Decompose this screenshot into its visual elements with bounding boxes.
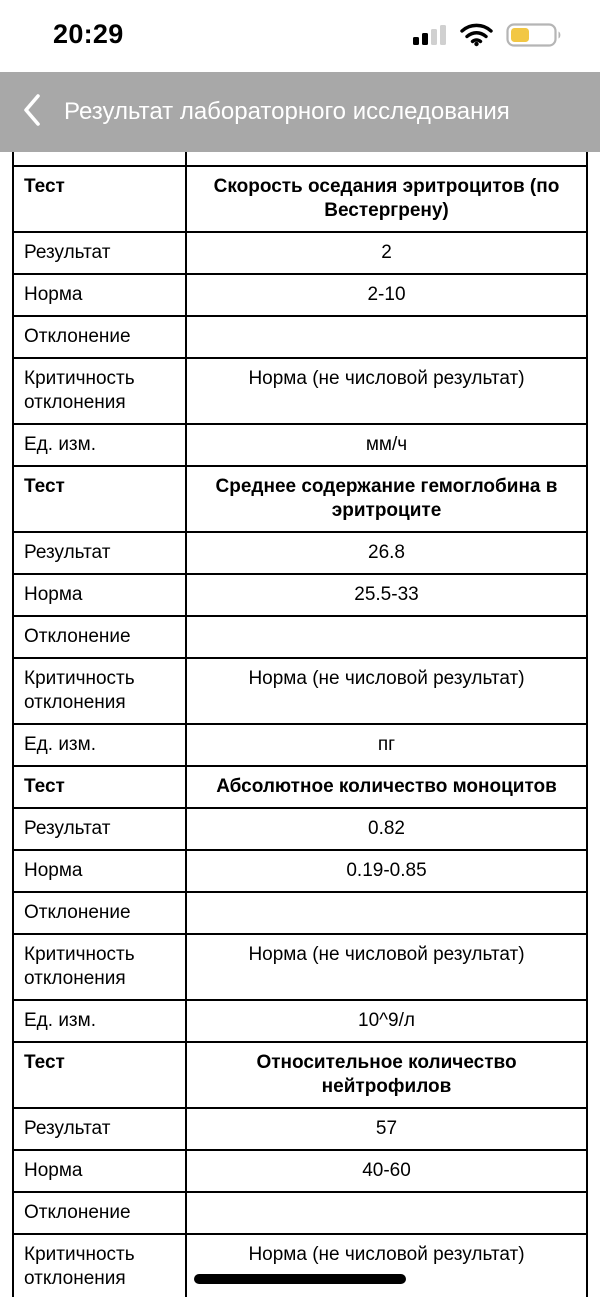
row-value: пг <box>186 724 587 766</box>
row-label: Ед. изм. <box>13 1000 186 1042</box>
table-row <box>13 1234 587 1297</box>
row-label: Критичность отклонения <box>13 358 186 424</box>
row-value: мм/ч <box>186 424 587 466</box>
row-label: Ед. изм. <box>13 724 186 766</box>
row-label: Норма <box>13 1150 186 1192</box>
row-value: Скорость оседания эритроцитов (по Вестергрену) <box>186 166 587 232</box>
row-value: Норма (не числовой результат) <box>186 1234 587 1297</box>
row-label: Тест <box>13 1042 186 1108</box>
results-table <box>12 152 588 1297</box>
row-label: Результат <box>13 232 186 274</box>
chevron-left-icon <box>22 92 42 133</box>
table-row <box>13 1108 587 1150</box>
row-label: Критичность отклонения <box>13 658 186 724</box>
page-title: Результат лабораторного исследования <box>64 98 510 125</box>
table-row <box>13 232 587 274</box>
row-value: Относительное количество нейтрофилов <box>186 1042 587 1108</box>
row-value: 0.82 <box>186 808 587 850</box>
wifi-icon <box>460 23 493 52</box>
row-value: Норма (не числовой результат) <box>186 934 587 1000</box>
row-label: Тест <box>13 766 186 808</box>
table-row <box>13 532 587 574</box>
table-row <box>13 166 587 232</box>
status-icons <box>413 22 564 52</box>
row-label: Отклонение <box>13 892 186 934</box>
nav-header <box>0 72 600 152</box>
table-row <box>13 616 587 658</box>
home-indicator-bar[interactable] <box>194 1274 406 1284</box>
row-value: Среднее содержание гемоглобина в эритроците <box>186 466 587 532</box>
row-label: Отклонение <box>13 316 186 358</box>
cropped-row-sliver <box>13 152 587 166</box>
row-value: 40-60 <box>186 1150 587 1192</box>
row-value: 0.19-0.85 <box>186 850 587 892</box>
results-table-body <box>13 152 587 1297</box>
row-label: Тест <box>13 466 186 532</box>
results-scroll-area[interactable] <box>0 152 600 1297</box>
row-label: Критичность отклонения <box>13 934 186 1000</box>
row-label: Результат <box>13 532 186 574</box>
row-label: Результат <box>13 808 186 850</box>
row-label: Результат <box>13 1108 186 1150</box>
table-row <box>13 850 587 892</box>
table-row <box>13 766 587 808</box>
row-label: Отклонение <box>13 616 186 658</box>
table-row <box>13 1192 587 1234</box>
row-label: Норма <box>13 274 186 316</box>
row-label: Норма <box>13 574 186 616</box>
table-row <box>13 808 587 850</box>
row-value: Норма (не числовой результат) <box>186 358 587 424</box>
row-value: 2-10 <box>186 274 587 316</box>
row-label: Ед. изм. <box>13 424 186 466</box>
row-value: 2 <box>186 232 587 274</box>
row-value <box>186 1192 587 1234</box>
table-row <box>13 658 587 724</box>
battery-icon <box>506 21 564 54</box>
table-row <box>13 1150 587 1192</box>
row-value: Норма (не числовой результат) <box>186 658 587 724</box>
row-label: Тест <box>13 166 186 232</box>
row-value: 57 <box>186 1108 587 1150</box>
row-value <box>186 892 587 934</box>
table-row <box>13 724 587 766</box>
row-value <box>186 316 587 358</box>
cellular-signal-icon <box>413 23 447 52</box>
status-bar <box>0 0 600 72</box>
row-label: Норма <box>13 850 186 892</box>
row-label: Критичность отклонения <box>13 1234 186 1297</box>
table-row <box>13 574 587 616</box>
row-value <box>186 616 587 658</box>
back-button[interactable] <box>22 72 62 152</box>
table-row <box>13 358 587 424</box>
table-row <box>13 466 587 532</box>
table-row <box>13 424 587 466</box>
table-row <box>13 1042 587 1108</box>
row-value: Абсолютное количество моноцитов <box>186 766 587 808</box>
row-value: 25.5-33 <box>186 574 587 616</box>
row-value: 26.8 <box>186 532 587 574</box>
table-row <box>13 316 587 358</box>
status-time: 20:29 <box>53 19 124 49</box>
table-row <box>13 1000 587 1042</box>
table-row <box>13 934 587 1000</box>
table-row <box>13 892 587 934</box>
table-row <box>13 274 587 316</box>
row-value: 10^9/л <box>186 1000 587 1042</box>
row-label: Отклонение <box>13 1192 186 1234</box>
